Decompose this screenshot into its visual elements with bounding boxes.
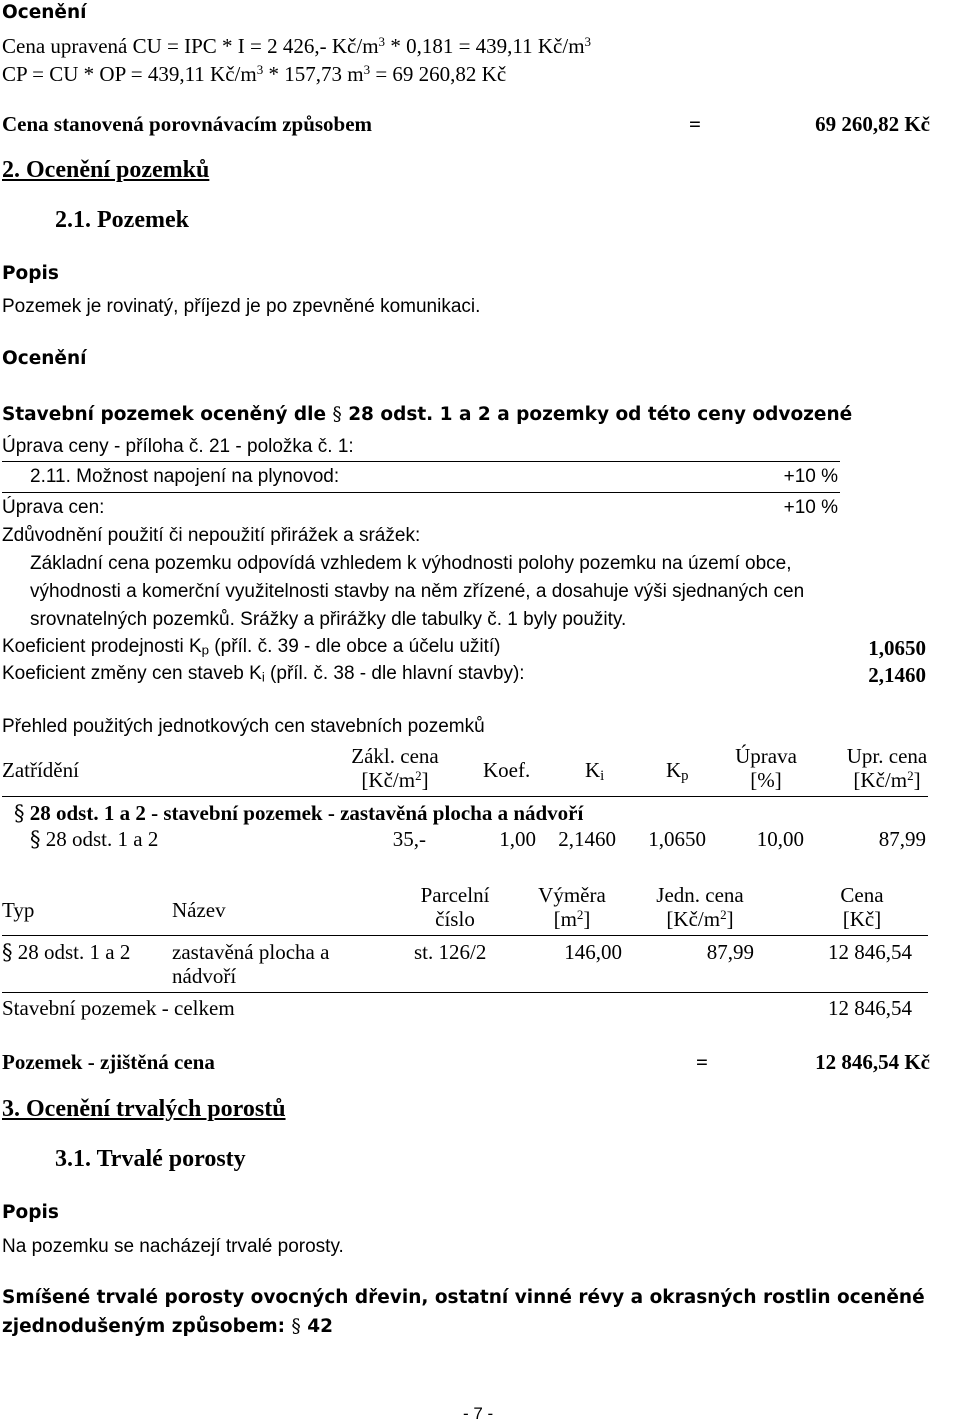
popis-label: Popis [2, 1202, 59, 1223]
summary-eq: = [689, 112, 701, 136]
cell-ki: 2,1460 [558, 827, 616, 851]
table-total-label: Stavební pozemek - celkem [2, 996, 235, 1020]
summary-eq: = [696, 1050, 708, 1074]
th-parcelni-cislo: Parcelní číslo [420, 883, 490, 932]
table-title: Přehled použitých jednotkových cen stavebních pozemků [2, 716, 485, 737]
coef-kp-label: Koeficient prodejnosti $K_p$ (příl. č. 39 - dle obce a účelu užití) [2, 636, 501, 658]
th-typ: Typ [2, 898, 35, 922]
th-jedn-cena: Jedn. cena $[Kč/m^2]$ [656, 883, 744, 932]
popis-text: Na pozemku se nacházejí trvalé porosty. [2, 1236, 344, 1257]
method-line: Stavební pozemek oceněný dle § 28 odst. 1 a 2 a pozemky od této ceny odvozené [2, 404, 853, 425]
justification-heading: Zdůvodnění použití či nepoužití přirážek a srážek: [2, 525, 421, 546]
table-divider [2, 796, 928, 797]
method-line: zjednodušeným způsobem: § 42 [2, 1316, 333, 1337]
justification-line: Základní cena pozemku odpovídá vzhledem k výhodnosti polohy pozemku na území obce, [30, 553, 792, 574]
coef-ki-value: 2,1460 [868, 663, 926, 687]
summary-label: Cena stanovená porovnávacím způsobem [2, 112, 373, 136]
th-kp: $K_p$ [666, 758, 689, 784]
th-vymera: Výměra $[m^2]$ [538, 883, 606, 932]
section-title: 3. Ocenění trvalých porostů [2, 1096, 286, 1122]
justification-line: výhodnosti a komerční využitelnosti stavby na něm zřízené, a dosahuje výši sjednaných cen [30, 581, 805, 602]
paragraph-sign: § [14, 801, 25, 825]
calc-line-cp: CP = CU * OP = 439,11 $Kč/m^3 * 157,73$ $m^3 = 69$ 260,82 Kč [2, 61, 507, 86]
cell-cena: 12 846,54 [828, 940, 912, 964]
coef-kp-value: 1,0650 [868, 636, 926, 660]
summary-value: 69 260,82 Kč [815, 112, 930, 136]
cell-upr-cena: 87,99 [878, 827, 926, 851]
table-divider [2, 935, 928, 936]
coef-ki-label: Koeficient změny cen staveb $K_i$ (příl. č. 38 - dle hlavní stavby): [2, 663, 525, 685]
cell-jedn-cena: 87,99 [706, 940, 754, 964]
table-row: § 28 odst. 1 a 2 [30, 827, 159, 851]
section-title: 2. Ocenění pozemků [2, 157, 210, 183]
adjustment-total-value: +10 % [783, 497, 838, 518]
cell-kp: 1,0650 [648, 827, 706, 851]
divider [2, 461, 840, 462]
oceneni-label: Ocenění [2, 348, 87, 369]
th-nazev: Název [172, 898, 226, 922]
table-total-value: 12 846,54 [828, 996, 912, 1020]
th-ki: $K_i$ [585, 758, 605, 784]
th-uprava: Úprava [%] [735, 744, 797, 793]
th-zatrideni: Zatřídění [2, 758, 79, 782]
subsection-title: 3.1. Trvalé porosty [55, 1146, 246, 1172]
cell-zakl: 35,- [392, 827, 426, 851]
subsection-title: 2.1. Pozemek [55, 207, 189, 233]
cell-koef: 1,00 [499, 827, 536, 851]
popis-label: Popis [2, 263, 59, 284]
th-zakl-cena: Zákl. cena $[Kč/m^2]$ [351, 744, 439, 793]
summary-value: 12 846,54 Kč [815, 1050, 930, 1074]
method-line: Smíšené trvalé porosty ovocných dřevin, ostatní vinné révy a okrasných rostlin oceněné [2, 1287, 925, 1308]
cell-vymera: 146,00 [564, 940, 622, 964]
th-cena: Cena [Kč] [840, 883, 884, 932]
cell-parcelni-cislo: st. 126/2 [414, 940, 487, 964]
adjustment-item-label: 2.11. Možnost napojení na plynovod: [30, 466, 340, 487]
th-koef: Koef. [483, 758, 531, 782]
cell-uprava: 10,00 [756, 827, 804, 851]
popis-text: Pozemek je rovinatý, příjezd je po zpevněné komunikaci. [2, 296, 481, 317]
justification-line: srovnatelných pozemků. Srážky a přirážky dle tabulky č. 1 byly použity. [30, 609, 627, 630]
paragraph-sign: § [30, 827, 41, 851]
table-divider [2, 992, 928, 993]
adjustment-total-label: Úprava cen: [2, 497, 105, 518]
paragraph-sign: § [291, 1316, 301, 1337]
table-row: § 28 odst. 1 a 2 [2, 940, 131, 964]
adjustment-item-value: +10 % [783, 466, 838, 487]
page-number: - 7 - [463, 1404, 494, 1423]
calc-line-cu: Cena upravená CU = IPC * I = 2 426,- $Kč/m^3 * 0,181 = 439,11$ $Kč/m^3$ [2, 33, 592, 58]
paragraph-sign: § [332, 404, 342, 425]
cell-nazev: zastavěná plocha a nádvoří [172, 940, 330, 989]
summary-label: Pozemek - zjištěná cena [2, 1050, 215, 1074]
paragraph-sign: § [2, 940, 13, 964]
th-upr-cena: Upr. cena $[Kč/m^2]$ [846, 744, 928, 793]
uprava-line: Úprava ceny - příloha č. 21 - položka č. 1: [2, 436, 354, 457]
table-group-row: § 28 odst. 1 a 2 - stavební pozemek - zastavěná plocha a nádvoří [14, 801, 584, 825]
divider [2, 492, 840, 493]
heading-oceneni: Ocenění [2, 2, 87, 23]
